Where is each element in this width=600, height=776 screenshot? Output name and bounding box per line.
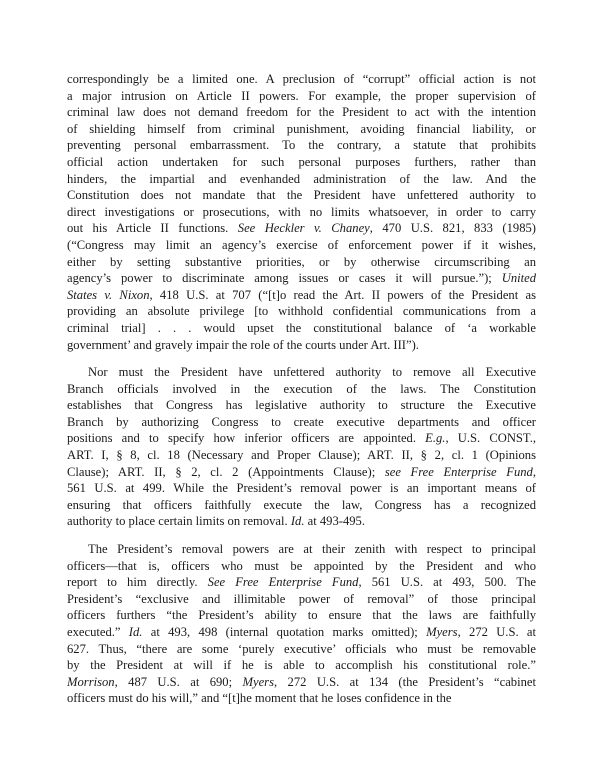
text-segment: report to him directly. — [67, 575, 208, 590]
text-segment: Nor must the President have unfettered authority to remove all Executive — [88, 365, 536, 380]
text-line — [67, 171, 536, 188]
text-segment: , U.S. CONST., — [445, 431, 536, 446]
text-line — [67, 337, 536, 354]
text-segment: direct investigations or prosecutions, with no limits whatsoever, in order to carry — [67, 204, 536, 219]
text-line — [67, 641, 536, 658]
text-segment: Branch by authorizing Congress to create executive departments and officer — [67, 414, 536, 429]
text-segment: 627. Thus, “there are some ‘purely executive’ officials who must be removable — [67, 641, 536, 656]
text-line — [67, 303, 536, 320]
text-line — [67, 624, 536, 641]
text-line — [67, 237, 536, 254]
text-segment: agency’s power to discriminate among issues or cases it will pursue.”); — [67, 271, 502, 286]
paragraph — [67, 364, 536, 530]
text-segment-italic: States v. Nixon — [67, 287, 150, 302]
text-segment: ART. I, § 8, cl. 18 (Necessary and Proper Clause); ART. II, § 2, cl. 1 (Opinions — [67, 448, 536, 463]
text-line — [67, 88, 536, 105]
text-line — [67, 104, 536, 121]
text-segment: officers furthers “the President’s ability to ensure that the laws are faithfully — [67, 608, 536, 623]
text-line — [67, 464, 536, 481]
text-segment-italic: United — [501, 271, 536, 286]
text-line — [67, 447, 536, 464]
text-segment: President’s “exclusive and illimitable power of removal” of those principal — [67, 591, 536, 606]
text-line — [67, 607, 536, 624]
text-line — [67, 320, 536, 337]
text-segment-italic: See Heckler v. Chaney — [237, 221, 370, 236]
text-segment: , 272 U.S. at — [457, 625, 536, 639]
text-segment: criminal law does not demand freedom for the President to act with the intention — [67, 105, 536, 120]
text-segment: government’ and gravely impair the role of the courts under Art. III”). — [67, 337, 419, 352]
text-segment-italic: Myers — [426, 625, 458, 639]
text-line — [67, 558, 536, 575]
text-line — [67, 270, 536, 287]
text-line — [67, 121, 536, 138]
text-line — [67, 480, 536, 497]
paragraph — [67, 541, 536, 707]
text-segment: providing an absolute privilege [to withhold confidential communications from a — [67, 304, 536, 319]
text-line — [67, 287, 536, 304]
text-line — [67, 254, 536, 271]
text-segment: Branch officials involved in the execution of the laws. The Constitution — [67, 381, 536, 396]
paragraph — [67, 71, 536, 353]
text-segment-italic: See Free Enterprise Fund — [207, 575, 359, 590]
text-line — [67, 574, 536, 591]
text-segment: official action undertaken for such personal purposes furthers, rather than — [67, 154, 536, 169]
text-segment: criminal trial] . . . would upset the constitutional balance of ‘a workable — [67, 320, 536, 335]
text-segment: either by setting substantive priorities, or by otherwise circumscribing an — [67, 254, 536, 269]
text-segment: executed.” — [67, 625, 129, 639]
text-line — [67, 154, 536, 171]
text-line — [67, 497, 536, 514]
text-line — [67, 414, 536, 431]
text-segment: correspondingly be a limited one. A preclusion of “corrupt” official action is not — [67, 72, 536, 86]
text-segment: , 561 U.S. at 493, 500. The — [358, 575, 536, 590]
text-segment: , 487 U.S. at 690; — [114, 674, 243, 689]
text-line — [67, 381, 536, 398]
text-line — [67, 187, 536, 204]
text-line — [67, 397, 536, 414]
text-segment: 561 U.S. at 499. While the President’s removal power is an important means of — [67, 481, 536, 496]
text-segment: establishes that Congress has legislative authority to structure the Executive — [67, 398, 536, 413]
text-line — [67, 137, 536, 154]
text-segment: officers must do his will,” and “[t]he moment that he loses confidence in the — [67, 691, 452, 706]
text-segment: Clause); ART. II, § 2, cl. 2 (Appointments Clause); — [67, 464, 385, 479]
text-segment: , 418 U.S. at 707 (“[t]o read the Art. II powers of the President as — [149, 287, 536, 302]
text-line — [67, 690, 536, 707]
text-line — [67, 364, 536, 381]
body-text — [67, 71, 536, 707]
text-segment: ensuring that officers faithfully execute the law, Congress has a recognized — [67, 497, 536, 512]
text-segment: at 493, 498 (internal quotation marks omitted); — [142, 625, 427, 639]
text-segment: , 470 U.S. 821, 833 (1985) — [369, 221, 536, 236]
text-segment-italic: E.g. — [425, 431, 446, 446]
text-segment-italic: see Free Enterprise Fund — [384, 464, 533, 479]
text-line — [67, 541, 536, 558]
text-segment: hinders, the impartial and evenhanded administration of the law. And the — [67, 171, 536, 186]
text-line — [67, 71, 536, 88]
text-segment-italic: Myers — [242, 674, 274, 689]
text-segment: The President’s removal powers are at their zenith with respect to principal — [88, 542, 536, 557]
text-segment: , — [532, 464, 536, 479]
text-segment: at 493-495. — [304, 514, 365, 529]
text-segment-italic: Id. — [128, 625, 143, 639]
text-segment: of shielding himself from criminal punishment, avoiding financial liability, or — [67, 121, 536, 136]
text-segment: Constitution does not mandate that the President have unfettered authority to — [67, 188, 536, 203]
text-segment: authority to place certain limits on removal. — [67, 514, 291, 529]
text-line — [67, 657, 536, 674]
text-line — [67, 220, 536, 237]
text-segment: , 272 U.S. at 134 (the President’s “cabinet — [273, 674, 536, 689]
text-line — [67, 674, 536, 691]
text-line — [67, 204, 536, 221]
text-segment: preventing personal embarrassment. To the contrary, a statute that prohibits — [67, 138, 536, 153]
text-line — [67, 430, 536, 447]
text-segment-italic: Morrison — [67, 674, 115, 689]
text-line — [67, 591, 536, 608]
text-segment: officers—that is, officers who must be appointed by the President and who — [67, 558, 536, 573]
text-segment: a major intrusion on Article II powers. For example, the proper supervision of — [67, 88, 536, 103]
text-segment: positions and to specify how inferior officers are appointed. — [67, 431, 426, 446]
text-segment-italic: Id. — [290, 514, 305, 529]
text-line — [67, 513, 536, 530]
text-segment: out his Article II functions. — [67, 221, 238, 236]
text-segment: (“Congress may limit an agency’s exercise of enforcement power if it wishes, — [67, 237, 536, 252]
text-segment: by the President at will if he is able to accomplish his constitutional role.” — [67, 658, 536, 673]
